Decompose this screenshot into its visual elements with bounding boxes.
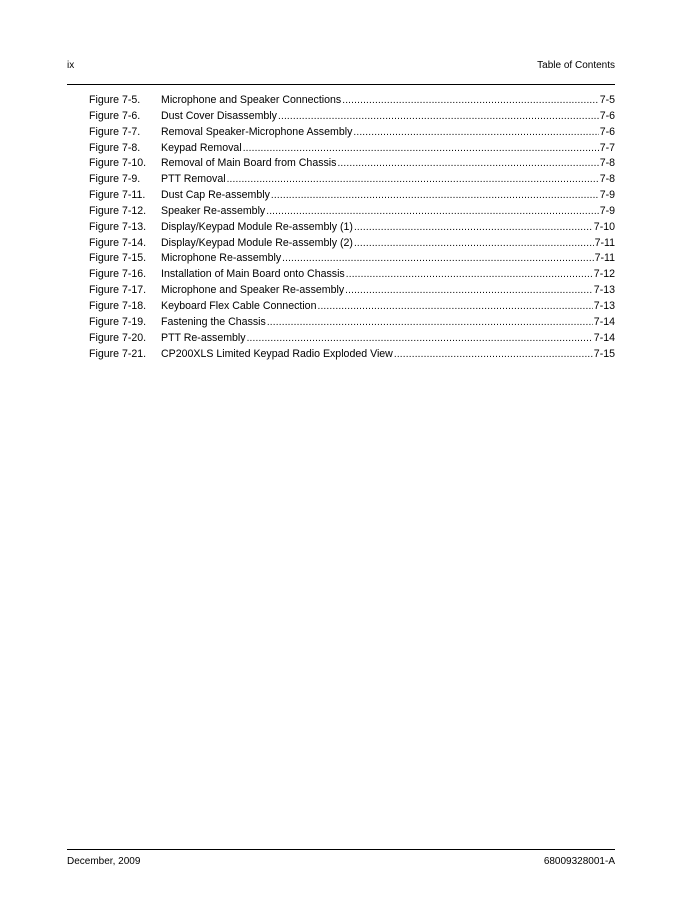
toc-dot-leader: [271, 188, 599, 204]
toc-entry-number: Figure 7-6.: [89, 109, 141, 122]
toc-entry-title: Display/Keypad Module Re-assembly (1): [161, 220, 353, 233]
toc-entry-title: Removal Speaker-Microphone Assembly: [161, 125, 353, 138]
toc-entry-number: Figure 7-18.: [89, 299, 147, 312]
footer-divider: [67, 849, 615, 850]
toc-entry-title: Keyboard Flex Cable Connection: [161, 299, 317, 312]
toc-dot-leader: [354, 236, 594, 252]
toc-entry-page: 7-15: [593, 347, 615, 360]
toc-entry[interactable]: [89, 109, 615, 125]
toc-entry-title: Display/Keypad Module Re-assembly (2): [161, 236, 353, 249]
toc-entry[interactable]: [89, 156, 615, 172]
toc-entry-title: Keypad Removal: [161, 141, 242, 154]
toc-entry-page: 7-6: [599, 125, 615, 138]
toc-entry[interactable]: [89, 283, 615, 299]
toc-entry-title: PTT Re-assembly: [161, 331, 246, 344]
toc-entry-page: 7-5: [599, 94, 615, 106]
toc-entry[interactable]: [89, 141, 615, 157]
toc-entry[interactable]: [89, 204, 615, 220]
toc-entry-title: Fastening the Chassis: [161, 315, 266, 328]
toc-dot-leader: [394, 347, 593, 363]
toc-entry[interactable]: [89, 172, 615, 188]
toc-dot-leader: [278, 109, 599, 125]
toc-entry-page: 7-8: [599, 157, 615, 170]
toc-entry[interactable]: [89, 220, 615, 236]
toc-entry[interactable]: [89, 347, 615, 363]
toc-entry-page: 7-13: [593, 284, 615, 297]
toc-entry[interactable]: [89, 331, 615, 347]
toc-entry-number: Figure 7-5.: [89, 94, 141, 106]
toc-entry-page: 7-7: [599, 141, 615, 154]
toc-dot-leader: [354, 220, 593, 236]
toc-entry[interactable]: [89, 236, 615, 252]
toc-entry-number: Figure 7-7.: [89, 125, 141, 138]
toc-entry-number: Figure 7-19.: [89, 315, 147, 328]
toc-dot-leader: [346, 267, 593, 283]
toc-dot-leader: [342, 93, 598, 109]
toc-dot-leader: [247, 331, 593, 347]
toc-dot-leader: [243, 141, 599, 157]
toc-entry-title: Installation of Main Board onto Chassis: [161, 268, 345, 281]
toc-entry-page: 7-9: [599, 189, 615, 202]
toc-entry[interactable]: [89, 188, 615, 204]
toc-entry[interactable]: [89, 315, 615, 331]
toc-entry-number: Figure 7-20.: [89, 331, 147, 344]
toc-entry-title: Microphone Re-assembly: [161, 252, 282, 265]
toc-entry[interactable]: [89, 299, 615, 315]
toc-dot-leader: [266, 204, 598, 220]
toc-entry-page: 7-9: [599, 204, 615, 217]
toc-dot-leader: [353, 125, 598, 141]
toc-entry-page: 7-14: [593, 331, 615, 344]
toc-dot-leader: [317, 299, 592, 315]
toc-entry-number: Figure 7-13.: [89, 220, 147, 233]
page-footer: [67, 856, 615, 870]
toc-dot-leader: [267, 315, 593, 331]
toc-entry-title: Dust Cover Disassembly: [161, 109, 277, 122]
toc-entry-title: Microphone and Speaker Re-assembly: [161, 284, 345, 297]
toc-dot-leader: [345, 283, 593, 299]
toc-entry-title: Speaker Re-assembly: [161, 204, 266, 217]
header-section-title: Table of Contents: [537, 60, 615, 71]
toc-entry-page: 7-8: [599, 173, 615, 186]
toc-entry-number: Figure 7-8.: [89, 141, 141, 154]
toc-dot-leader: [337, 156, 598, 172]
toc-entry-page: 7-10: [593, 220, 615, 233]
toc-entry-title: Dust Cap Re-assembly: [161, 189, 270, 202]
toc-entry-number: Figure 7-17.: [89, 284, 147, 297]
toc-entry-page: 7-6: [599, 109, 615, 122]
footer-document-number: 68009328001-A: [543, 856, 615, 867]
toc-entry-number: Figure 7-9.: [89, 173, 141, 186]
toc-entry[interactable]: [89, 267, 615, 283]
toc-entry[interactable]: [89, 93, 615, 109]
toc-entry-title: PTT Removal: [161, 173, 226, 186]
toc-entry-page: 7-14: [593, 315, 615, 328]
toc-entry-number: Figure 7-12.: [89, 204, 147, 217]
toc-entry-page: 7-12: [593, 268, 615, 281]
toc-entry-title: Microphone and Speaker Connections: [161, 94, 342, 106]
toc-entry-number: Figure 7-16.: [89, 268, 147, 281]
header-page-number: ix: [67, 60, 75, 71]
footer-date: December, 2009: [67, 856, 141, 867]
toc-entry-page: 7-11: [594, 252, 615, 265]
table-of-contents-list: [89, 93, 615, 362]
toc-entry-number: Figure 7-21.: [89, 347, 147, 360]
toc-entry-title: Removal of Main Board from Chassis: [161, 157, 337, 170]
toc-entry-number: Figure 7-11.: [89, 189, 146, 202]
toc-entry[interactable]: [89, 125, 615, 141]
toc-entry-page: 7-11: [594, 236, 615, 249]
toc-dot-leader: [227, 172, 599, 188]
toc-entry-number: Figure 7-14.: [89, 236, 147, 249]
page-header: [67, 60, 615, 74]
toc-dot-leader: [282, 251, 593, 267]
toc-entry[interactable]: [89, 251, 615, 267]
header-divider: [67, 84, 615, 85]
toc-entry-page: 7-13: [593, 299, 615, 312]
toc-entry-number: Figure 7-15.: [89, 252, 147, 265]
toc-entry-number: Figure 7-10.: [89, 157, 147, 170]
toc-entry-title: CP200XLS Limited Keypad Radio Exploded View: [161, 347, 393, 360]
